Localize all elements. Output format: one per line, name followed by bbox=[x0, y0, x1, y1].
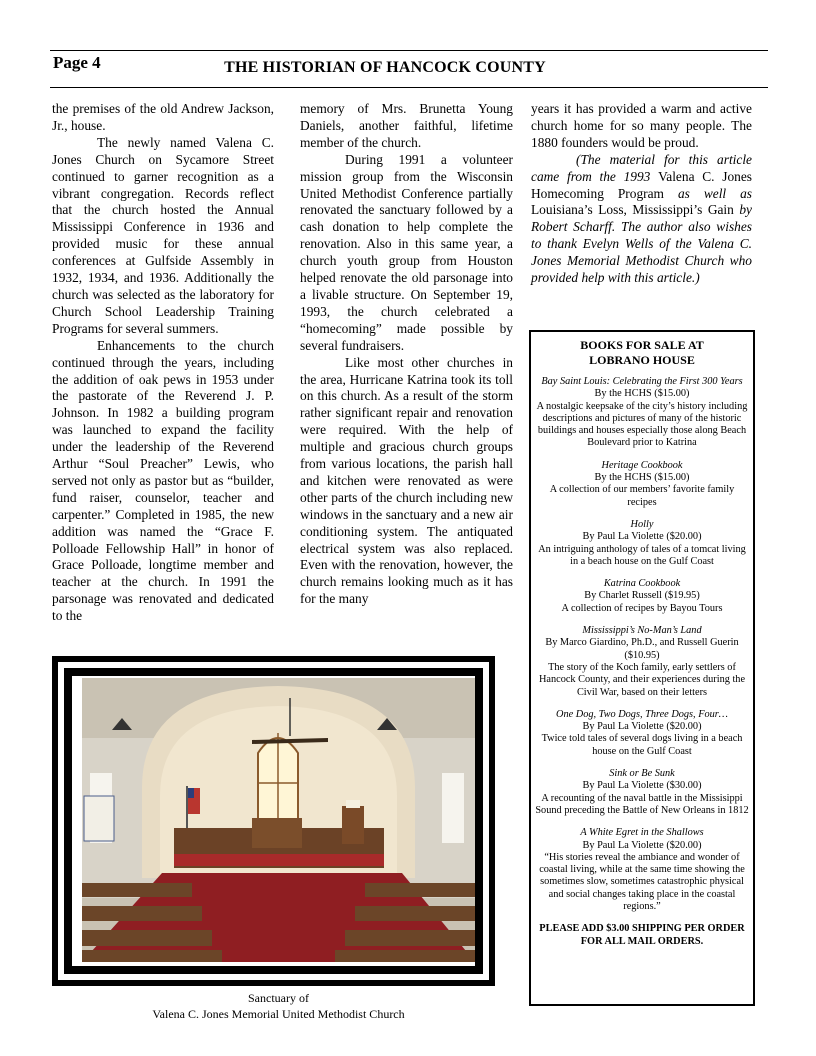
book-author-price: By Charlet Russell ($19.95) bbox=[584, 590, 700, 602]
book-description: A recounting of the naval battle in the Missisippi Sound preceding the Battle of New Orleans in 1812 bbox=[535, 792, 749, 816]
article-column-2 bbox=[300, 101, 513, 608]
caption-line: Sanctuary of bbox=[248, 991, 309, 1005]
book-item bbox=[535, 827, 749, 913]
book-author-price: By Paul La Violette ($30.00) bbox=[582, 780, 702, 792]
book-item bbox=[535, 625, 749, 699]
books-title-line: BOOKS FOR SALE AT bbox=[580, 338, 704, 352]
book-item bbox=[535, 519, 749, 568]
book-description: A collection of recipes by Bayou Tours bbox=[561, 602, 723, 614]
book-description: A collection of our members’ favorite family recipes bbox=[549, 484, 735, 508]
note-part: Valena C. Jones Homecoming Program bbox=[531, 168, 752, 201]
book-author-price: By Paul La Violette ($20.00) bbox=[582, 531, 702, 543]
page-number: Page 4 bbox=[53, 53, 101, 72]
book-item bbox=[535, 768, 749, 817]
article-paragraph: During 1991 a volunteer mission group from the Wisconsin United Methodist Conference partially renovated the sanctuary followed by a cash donation to help complete the renovation. Also in this same year, a church youth group from Houston helped renovate the old parsonage into a livable structure. On September 19, 1993, the church celebrated a “homecoming” made possible by several fundraisers. bbox=[300, 151, 513, 353]
note-part: Louisiana’s Loss, Mississippi’s Gain bbox=[531, 202, 734, 218]
book-title: Sink or Be Sunk bbox=[609, 768, 675, 780]
article-paragraph: memory of Mrs. Brunetta Young Daniels, another faithful, lifetime member of the church. bbox=[300, 101, 513, 150]
article-paragraph: Like most other churches in the area, Hurricane Katrina took its toll on this church. As a result of the storm rather significant repair and renovation were required. With the help of multiple and gracious church groups from various locations, the parish hall and kitchen were renovated as were other parts of the church including new windows in the sanctuary and a new air conditioning system. The antiquated electrical system was also replaced. Even with the renovation, however, the church remains looking much as it has for the many bbox=[300, 354, 513, 607]
book-item bbox=[535, 376, 749, 450]
shipping-line: PLEASE ADD $3.00 SHIPPING PER ORDER bbox=[539, 923, 745, 935]
article-source-note bbox=[531, 152, 752, 287]
book-item bbox=[535, 709, 749, 758]
photo-caption bbox=[82, 990, 475, 1022]
books-for-sale-box bbox=[529, 330, 755, 1006]
header-rule bbox=[50, 87, 768, 88]
shipping-notice bbox=[535, 923, 749, 948]
book-title: Heritage Cookbook bbox=[601, 459, 683, 471]
book-description: A nostalgic keepsake of the city’s history including descriptions and pictures of many of the historic buildings and houses especially those along Beach Boulevard prior to Katrina bbox=[536, 400, 748, 449]
sanctuary-photo bbox=[82, 678, 475, 962]
book-author-price: By Paul La Violette ($20.00) bbox=[582, 721, 702, 733]
book-author-price: By Marco Giardino, Ph.D., and Russell Guerin ($10.95) bbox=[545, 637, 739, 661]
book-author-price: By Paul La Violette ($20.00) bbox=[582, 839, 702, 851]
shipping-line: FOR ALL MAIL ORDERS. bbox=[580, 935, 704, 947]
top-rule bbox=[50, 50, 768, 51]
book-description: “His stories reveal the ambiance and wonder of coastal living, while at the same time showing the sometimes slow, sometimes catastrophic physical and social changes taking place in the coastal regions.” bbox=[539, 851, 745, 912]
article-paragraph: Enhancements to the church continued through the years, including the addition of oak pews in 1953 under the pastorate of the Reverend J. P. Johnson. In 1982 a building program was launched to expand the facility under the leadership of the Reverend Arthur “Soul Preacher” Lewis, who served not only as pastor but as “builder, fund raiser, counselor, teacher and carpenter.” Completed in 1985, the new addition was named the “Grace F. Polloade Fellowship Hall” in honor of Grace Polloade, longtime member and teacher at the church. In 1991 the parsonage was renovated and dedicated to the bbox=[52, 337, 274, 624]
book-description: The story of the Koch family, early settlers of Hancock County, and their experiences during the Civil War, based on their letters bbox=[538, 661, 746, 698]
book-description: An intriguing anthology of tales of a tomcat living in a beach house on the Gulf Coast bbox=[538, 543, 746, 567]
newsletter-title: THE HISTORIAN OF HANCOCK COUNTY bbox=[224, 59, 546, 76]
caption-line: Valena C. Jones Memorial United Methodist Church bbox=[152, 1007, 405, 1021]
article-paragraph: years it has provided a warm and active church home for so many people. The 1880 founders would be proud. bbox=[531, 101, 752, 150]
book-title: One Dog, Two Dogs, Three Dogs, Four… bbox=[556, 708, 728, 720]
book-title: Holly bbox=[630, 518, 654, 530]
books-title-line: LOBRANO HOUSE bbox=[589, 353, 695, 367]
book-item bbox=[535, 578, 749, 615]
books-title bbox=[535, 338, 749, 368]
book-title: Bay Saint Louis: Celebrating the First 300 Years bbox=[541, 376, 743, 387]
article-paragraph: the premises of the old Andrew Jackson, Jr., house. bbox=[52, 101, 274, 133]
book-author-price: By the HCHS ($15.00) bbox=[594, 472, 690, 484]
book-description: Twice told tales of several dogs living in a beach house on the Gulf Coast bbox=[541, 733, 743, 757]
book-author-price: By the HCHS ($15.00) bbox=[594, 388, 690, 400]
article-column-1 bbox=[52, 101, 274, 625]
book-title: A White Egret in the Shallows bbox=[580, 827, 704, 839]
book-title: Mississippi’s No-Man’s Land bbox=[582, 625, 702, 637]
article-paragraph: The newly named Valena C. Jones Church on Sycamore Street continued to garner recognition as a vibrant congregation. Records reflect that the church hosted the Annual Mississippi Conference in 1936 and provided music for these annual conferences at Gulfside Assembly in 1932, 1934, and 1936. Additionally the church was selected as the laboratory for Church School Leadership Training Programs for several summers. bbox=[52, 134, 274, 336]
note-part: (The material for this article came from the 1993 bbox=[531, 151, 752, 184]
note-part: as well as bbox=[663, 185, 753, 201]
article-column-3 bbox=[531, 101, 752, 287]
note-part: by Robert Scharff. The author also wishes to thank Evelyn Wells of the Valena C. Jones Memorial Methodist Church who provided help with this article.) bbox=[531, 202, 752, 286]
book-title: Katrina Cookbook bbox=[603, 578, 681, 590]
book-item bbox=[535, 460, 749, 509]
